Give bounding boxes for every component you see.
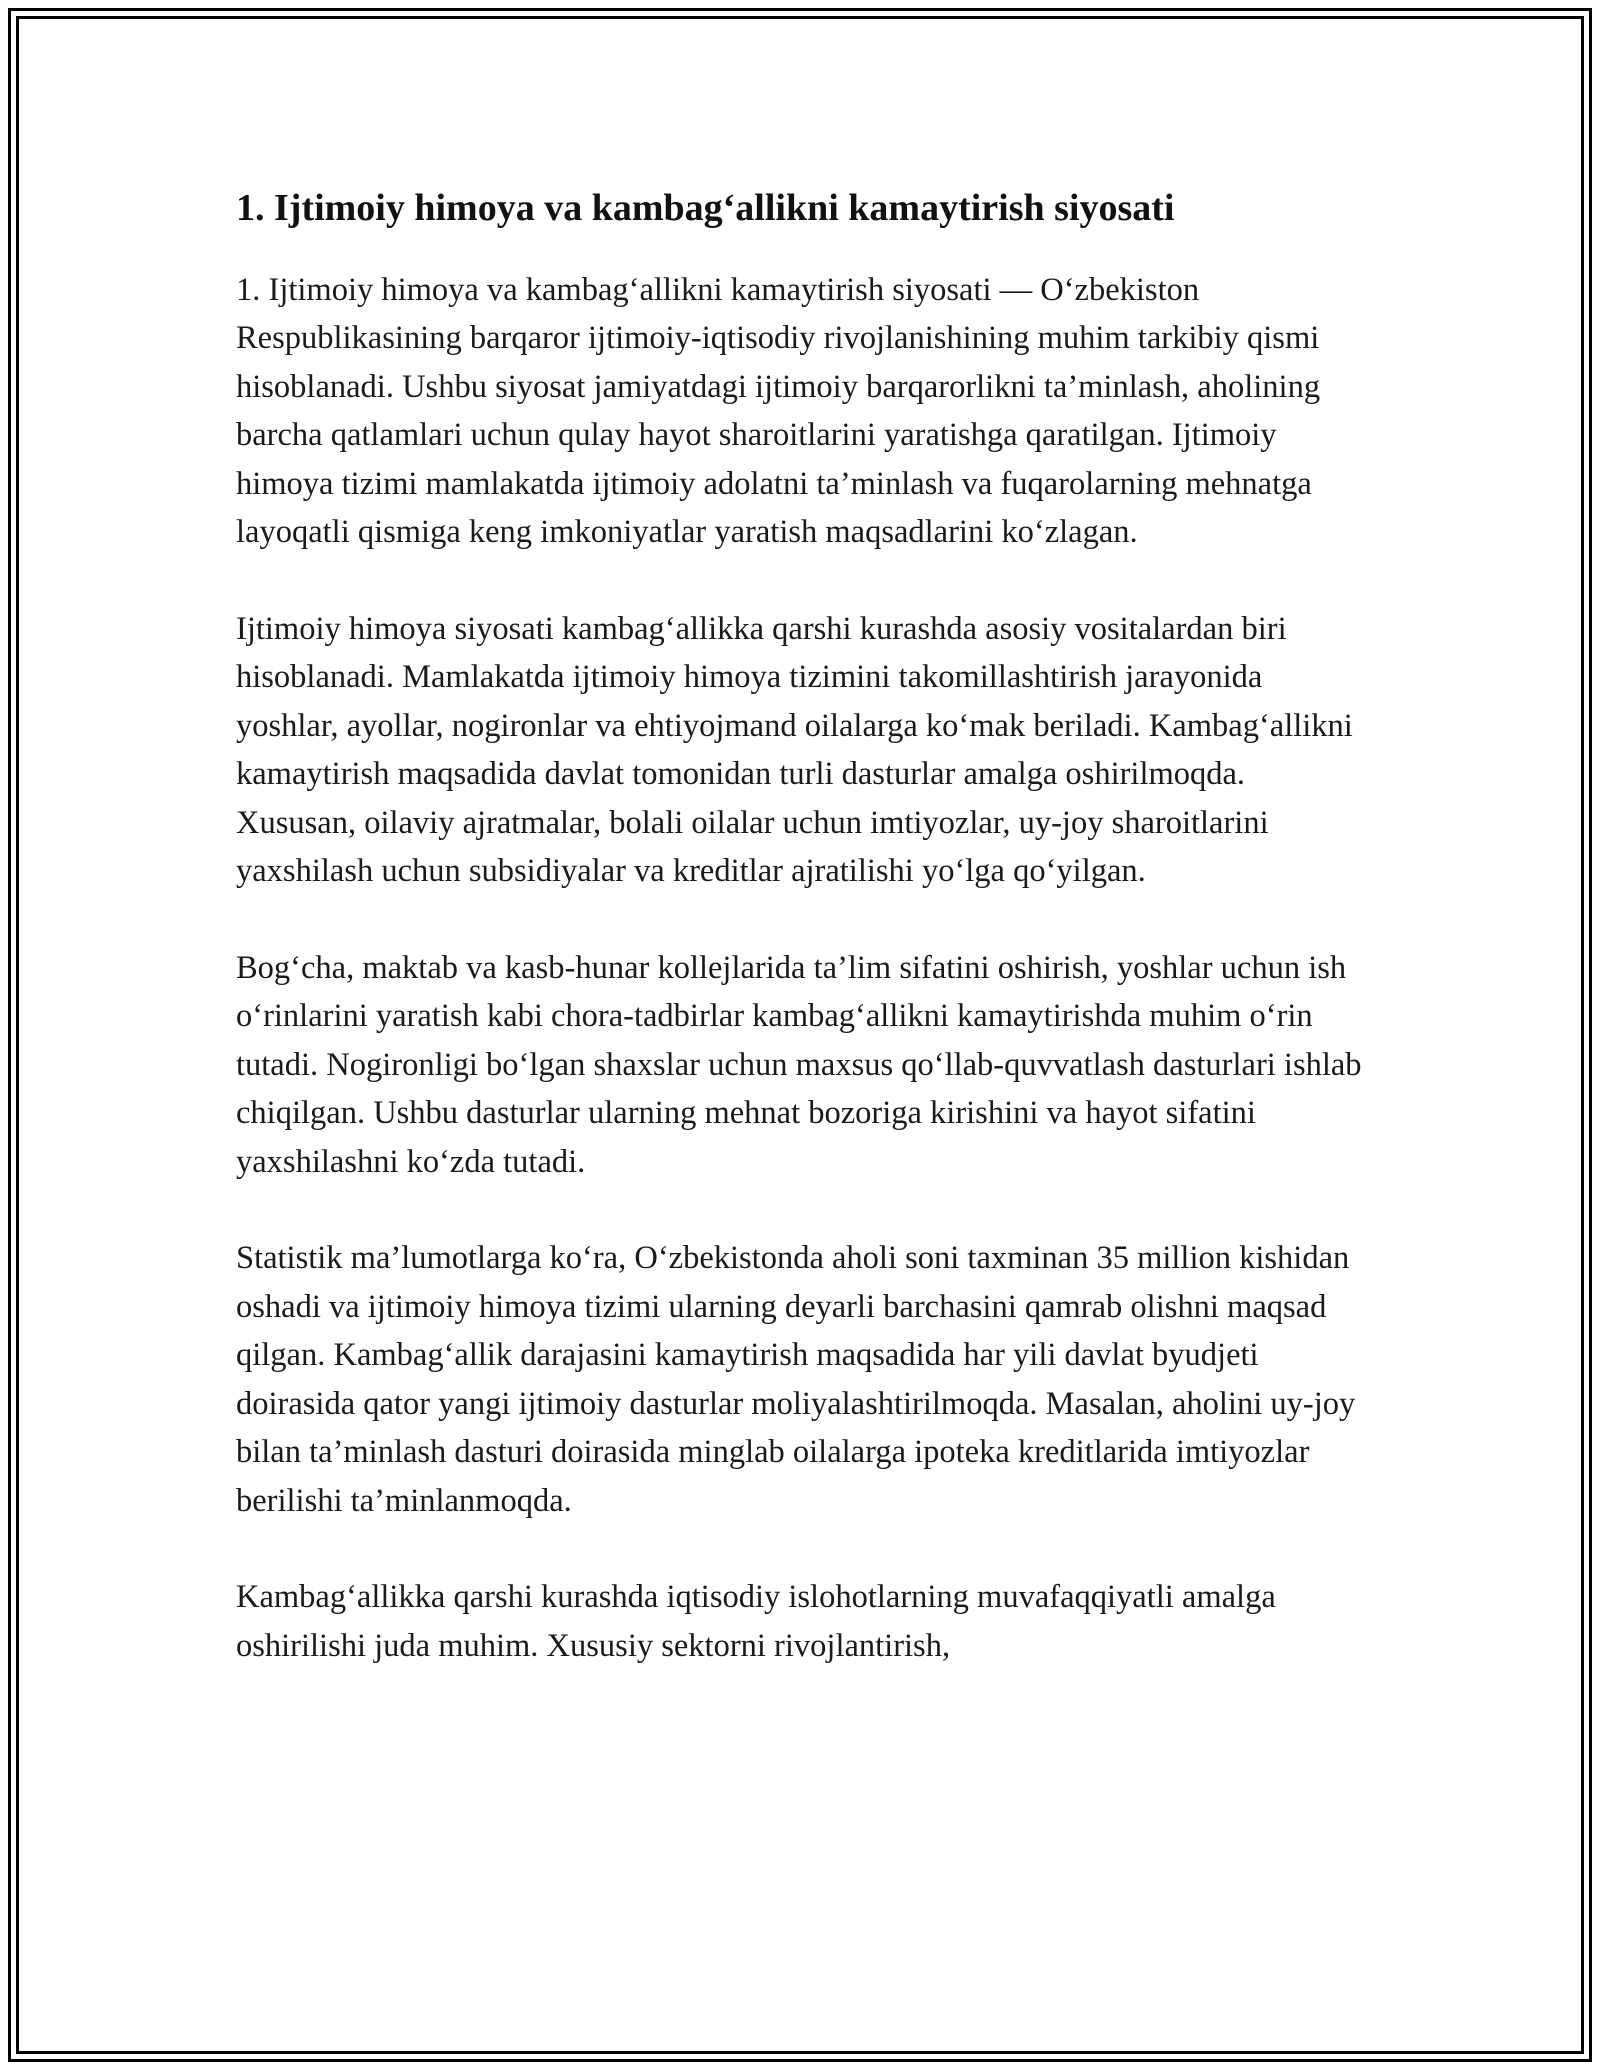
document-body (236, 186, 1366, 1718)
section-heading: 1. Ijtimoiy himoya va kambag‘allikni kamaytirish siyosati (236, 187, 1175, 229)
paragraph-2: Ijtimoiy himoya siyosati kambag‘allikka qarshi kurashda asosiy vositalardan biri hisoblanadi. Mamlakatda ijtimoiy himoya tizimini takomillashtirish jarayonida yoshlar, ayollar, nogironlar va ehtiyojmand oilalarga ko‘mak beriladi. Kambag‘allikni kamaytirish maqsadida davlat tomonidan turli dasturlar amalga oshirilmoqda. Xususan, oilaviy ajratmalar, bolali oilalar uchun imtiyozlar, uy-joy sharoitlarini yaxshilash uchun subsidiyalar va kreditlar ajratilishi yo‘lga qo‘yilgan. (236, 610, 1353, 890)
paragraph-3: Bog‘cha, maktab va kasb-hunar kollejlarida ta’lim sifatini oshirish, yoshlar uchun ish o‘rinlarini yaratish kabi chora-tadbirlar kambag‘allikni kamaytirishda muhim o‘rin tutadi. Nogironligi bo‘lgan shaxslar uchun maxsus qo‘llab-quvvatlash dasturlari ishlab chiqilgan. Ushbu dasturlar ularning mehnat bozoriga kirishini va hayot sifatini yaxshilashni ko‘zda tutadi. (236, 949, 1362, 1180)
paragraph-4: Statistik ma’lumotlarga ko‘ra, O‘zbekistonda aholi soni taxminan 35 million kishidan oshadi va ijtimoiy himoya tizimi ularning deyarli barchasini qamrab olishni maqsad qilgan. Kambag‘allik darajasini kamaytirish maqsadida har yili davlat byudjeti doirasida qator yangi ijtimoiy dasturlar moliyalashtirilmoqda. Masalan, aholini uy-joy bilan ta’minlash dasturi doirasida minglab oilalarga ipoteka kreditlarida imtiyozlar berilishi ta’minlanmoqda. (236, 1240, 1356, 1519)
paragraph-5: Kambag‘allikka qarshi kurashda iqtisodiy islohotlarning muvafaqqiyatli amalga oshirilishi juda muhim. Xususiy sektorni rivojlantirish, (236, 1579, 1276, 1664)
paragraph-1: 1. Ijtimoiy himoya va kambag‘allikni kamaytirish siyosati — O‘zbekiston Respublikasining barqaror ijtimoiy-iqtisodiy rivojlanishining muhim tarkibiy qismi hisoblanadi. Ushbu siyosat jamiyatdagi ijtimoiy barqarorlikni ta’minlash, aholining barcha qatlamlari uchun qulay hayot sharoitlarini yaratishga qaratilgan. Ijtimoiy himoya tizimi mamlakatda ijtimoiy adolatni ta’minlash va fuqarolarning mehnatga layoqatli qismiga keng imkoniyatlar yaratish maqsadlarini ko‘zlagan. (236, 271, 1321, 551)
